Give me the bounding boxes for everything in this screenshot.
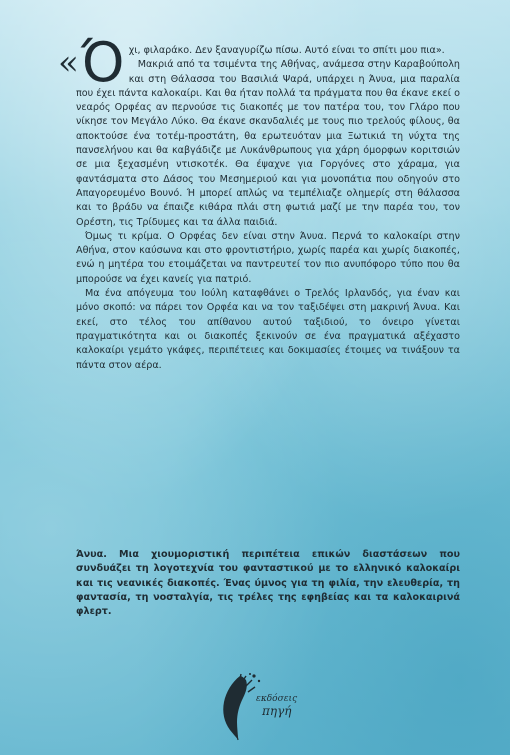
publisher-name-line-2: πηγή — [262, 704, 292, 718]
synopsis — [58, 31, 460, 373]
opening-quote-mark: « — [58, 43, 79, 83]
synopsis-paragraph-1 — [58, 31, 460, 94]
publisher-name-line-1: εκδόσεις — [256, 694, 298, 704]
synopsis-paragraph-1-text: χι, φιλαράκο. Δεν ξαναγυρίζω πίσω. Αυτό είναι το σπίτι μου πια». — [128, 45, 445, 56]
blurb: Άνυα. Μια χιουμοριστική περιπέτεια επικών διαστάσεων που συνδυάζει τη λογοτεχνία του φανταστικού με το ελληνικό καλοκαίρι και τις νεανικές διακοπές. Ένας ύμνος για τη φιλία, την ελευθερία, τη φαντασία, τη νοσταλγία, τις τρέλες της εφηβείας και τα καλοκαιρινά φλερτ. — [76, 549, 460, 618]
publisher-logo — [210, 672, 305, 742]
drop-cap-letter: Ό — [80, 31, 125, 94]
feather-icon — [210, 672, 270, 742]
drop-cap-group — [58, 31, 125, 94]
synopsis-paragraph-4: Μα ένα απόγευμα του Ιούλη καταφθάνει ο Τρελός Ιρλανδός, για έναν και μόνο σκοπό: να πάρει τον Ορφέα και να τον ταξιδέψει στη μακρινή Άνυα. Και εκεί, στο τέλος του απίθανου αυτού ταξιδιού, το όνειρο γίνεται πραγματικότητα και οι διακοπές ξεκινούν σε ένα πραγματικά αξέχαστο καλοκαίρι γεμάτο γκάφες, περιπέτειες και δοκιμασίες έτοιμες να τινάξουν τα πάντα στον αέρα. — [76, 288, 460, 371]
synopsis-paragraph-2: Μακριά από τα τσιμέντα της Αθήνας, ανάμεσα στην Καραβούπολη και στη Θάλασσα του Βασιλιά Ψαρά, υπάρχει η Άνυα, μια παραλία που έχει πάντα καλοκαίρι. Και θα ήταν πολλά τα πράγματα που θα έκανε εκεί ο νεαρός Ορφέας αν περνούσε τις διακοπές με τον πατέρα του, τον Γλάρο που νίκησε τον Μεγάλο Λύκο. Θα έκανε σκανδαλιές με τους πιο τρελούς φίλους, θα αποκτούσε ένα τοτέμ-προστάτη, θα ερωτευόταν μια Ξωτικιά τη νύχτα της πανσελήνου και θα καβγάδιζε με Λυκάνθρωπους για χάρη όμορφων κοριτσιών σε μια ξεχασμένη ντισκοτέκ. Θα έψαχνε για Γοργόνες στο χάραμα, για φαντάσματα στο Δάσος του Μεσημεριού και για μονοπάτια που οδηγούν στο Απαγορευμένο Βουνό. Ή μπορεί απλώς να τεμπέλιαζε ολημερίς στη θάλασσα και το βράδυ να έπαιζε κιθάρα πλάι στη φωτιά μαζί με την παρέα του, τον Ορέστη, τις Τρίδυμες και τα άλλα παιδιά. — [76, 59, 460, 228]
synopsis-paragraph-3: Όμως τι κρίμα. Ο Ορφέας δεν είναι στην Άνυα. Περνά το καλοκαίρι στην Αθήνα, στον καύσωνα και στο φροντιστήριο, χωρίς παρέα και χωρίς διακοπές, ενώ η μητέρα του ετοιμάζεται να παντρευτεί τον πιο ανυπόφορο τύπο που θα μπορούσε να έχει κανείς για πατριό. — [76, 230, 460, 285]
